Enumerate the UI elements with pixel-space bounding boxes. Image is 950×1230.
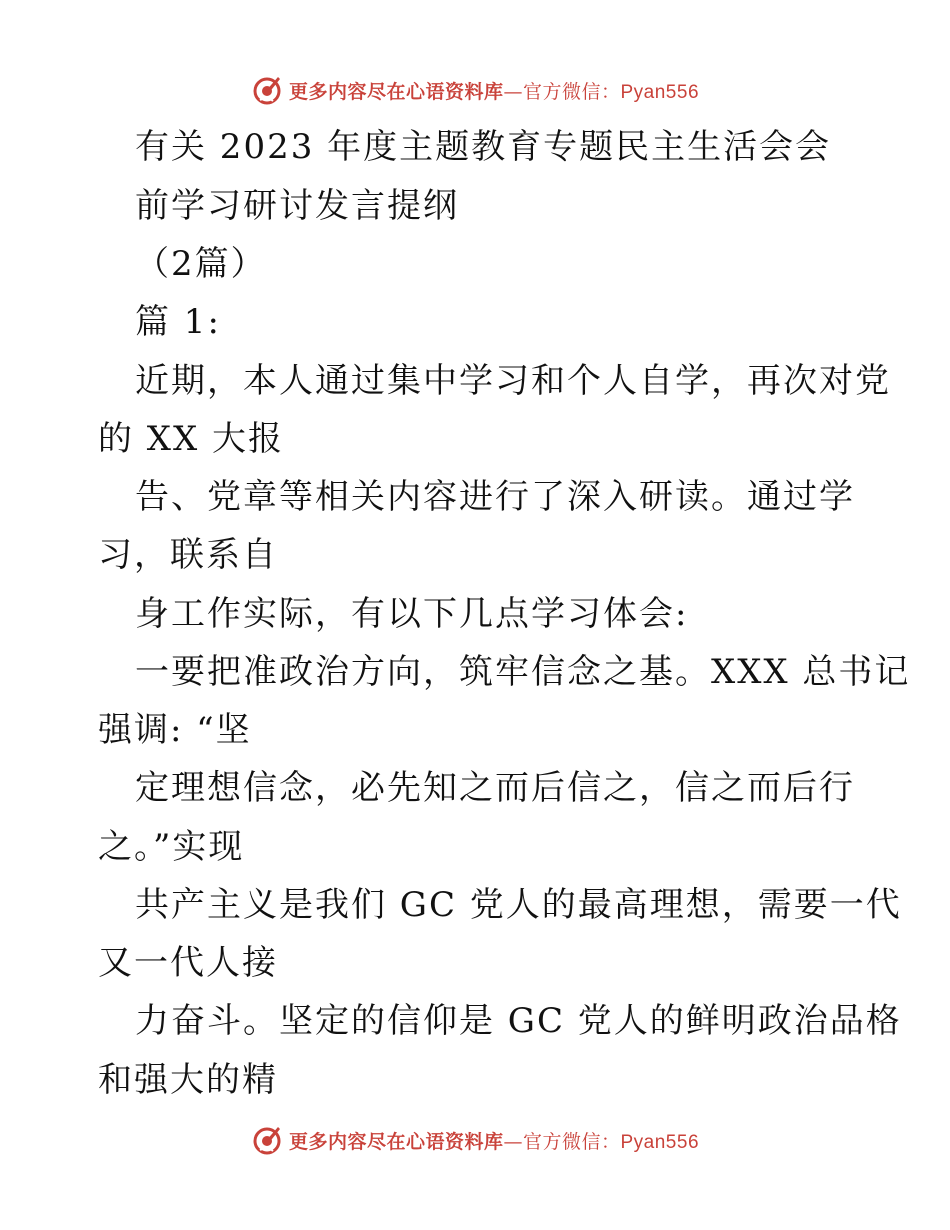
banner-main-text: 更多内容尽在心语资料库 <box>288 1130 504 1153</box>
paragraph-line: 身工作实际，有以下几点学习体会: <box>135 594 689 634</box>
banner-text <box>289 1127 699 1154</box>
paragraph-line: 近期，本人通过集中学习和个人自学，再次对党 <box>135 361 891 401</box>
banner-wechat-id: Pyan556 <box>620 81 700 103</box>
paragraph-line: 之。”实现 <box>98 827 245 867</box>
paragraph-line: 告、党章等相关内容进行了深入研读。通过学 <box>135 477 855 517</box>
quill-logo-icon <box>251 74 283 106</box>
paragraph-line: 共产主义是我们 GC 党人的最高理想，需要一代 <box>135 885 902 925</box>
paragraph-line: 力奋斗。坚定的信仰是 GC 党人的鲜明政治品格 <box>135 1001 902 1041</box>
banner-main-text: 更多内容尽在心语资料库 <box>288 80 504 103</box>
banner-wechat-label: 官方微信： <box>522 1130 621 1153</box>
paragraph-line: 又一代人接 <box>98 943 278 983</box>
subtitle-count: （2篇） <box>135 244 267 284</box>
title-line-2: 前学习研讨发言提纲 <box>135 186 459 226</box>
paragraph-line: 定理想信念，必先知之而后信之，信之而后行 <box>135 768 855 808</box>
paragraph-line: 强调: “坚 <box>98 710 252 750</box>
paragraph-line: 习，联系自 <box>98 535 278 575</box>
banner-text <box>289 77 699 104</box>
banner-dash: — <box>503 1130 523 1153</box>
footer-banner <box>0 1120 950 1160</box>
paragraph-line: 的 XX 大报 <box>98 419 285 459</box>
banner-dash: — <box>503 80 523 103</box>
banner-wechat-label: 官方微信： <box>522 80 621 103</box>
paragraph-line: 和强大的精 <box>98 1060 278 1100</box>
banner-wechat-id: Pyan556 <box>620 1131 700 1153</box>
paragraph-line: 一要把准政治方向，筑牢信念之基。XXX 总书记 <box>135 652 911 692</box>
section-heading: 篇 1: <box>135 302 221 342</box>
quill-logo-icon <box>251 1124 283 1156</box>
header-banner <box>0 70 950 110</box>
title-line-1: 有关 2023 年度主题教育专题民主生活会会 <box>135 127 832 167</box>
